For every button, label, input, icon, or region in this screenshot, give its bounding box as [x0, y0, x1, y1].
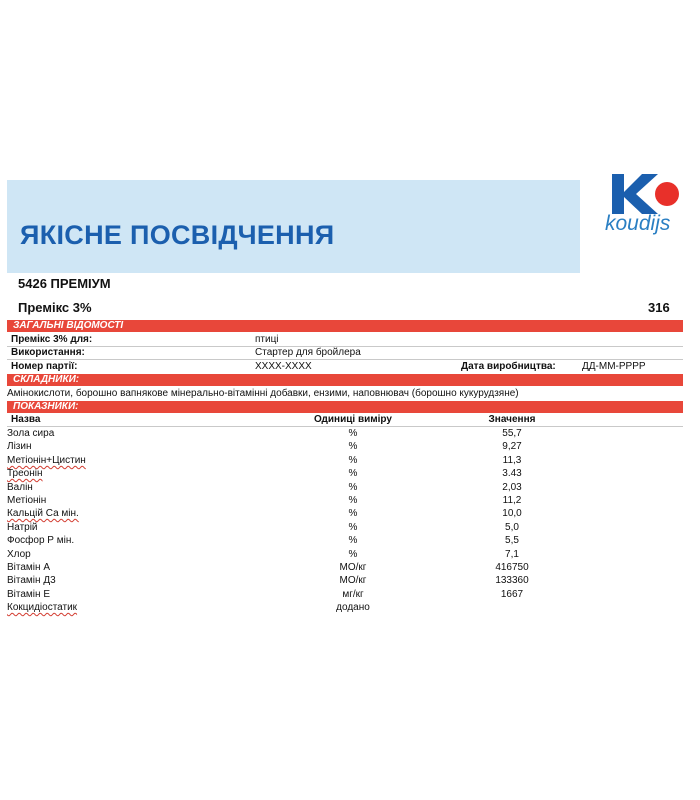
product-name: Премікс 3% [18, 300, 92, 315]
production-date-label: Дата виробництва: [461, 361, 556, 372]
indicator-value: 9,27 [502, 441, 522, 452]
indicator-unit: % [348, 535, 358, 546]
section-composition-heading: СКЛАДНИКИ: [7, 374, 683, 386]
product-code: 5426 ПРЕМІУМ [18, 276, 111, 291]
indicator-value: 5,0 [505, 522, 519, 533]
indicator-value: 11,2 [502, 495, 522, 506]
brand-name: koudijs [605, 212, 671, 235]
production-date-value: ДД-ММ-РРРР [582, 361, 646, 372]
indicator-unit: % [348, 522, 358, 533]
indicator-value: 10,0 [502, 508, 522, 519]
section-general-heading: ЗАГАЛЬНІ ВІДОМОСТІ [7, 320, 683, 332]
indicator-name: Натрій [7, 522, 38, 533]
indicator-name: Вітамін Е [7, 589, 50, 600]
purpose-label: Премікс 3% для: [11, 334, 93, 345]
indicator-unit: МО/кг [339, 562, 367, 573]
indicator-value: 2,03 [502, 482, 522, 493]
indicator-unit: % [348, 468, 358, 479]
section-indicators-heading: ПОКАЗНИКИ: [7, 401, 683, 413]
indicator-name: Зола сира [7, 428, 55, 439]
usage-value: Стартер для бройлера [255, 347, 361, 358]
batch-value: XXXX-XXXX [255, 361, 312, 372]
batch-label: Номер партії: [11, 361, 78, 372]
divider [7, 426, 683, 427]
product-number: 316 [648, 300, 670, 315]
indicator-unit: % [348, 441, 358, 452]
indicator-name: Фосфор Р мін. [7, 535, 75, 546]
indicator-name: Кокцидіостатик [7, 602, 78, 613]
column-header-name: Назва [11, 414, 41, 425]
indicator-unit: % [348, 549, 358, 560]
indicator-name: Метіонін [7, 495, 47, 506]
composition-text: Амінокислоти, борошно вапнякове мінерально-вітамінні добавки, ензими, наповнювач (борошно кукурудзяне) [7, 388, 519, 399]
indicator-value: 5,5 [505, 535, 519, 546]
indicator-name: Вітамін Д3 [7, 575, 56, 586]
indicator-value: 55,7 [502, 428, 522, 439]
indicator-name: Валін [7, 482, 33, 493]
column-header-value: Значення [488, 414, 536, 425]
indicator-unit: % [348, 495, 358, 506]
indicator-value: 7,1 [505, 549, 519, 560]
indicator-unit: % [348, 508, 358, 519]
column-header-unit: Одиниці виміру [314, 414, 392, 425]
title-band [7, 180, 580, 273]
divider [7, 359, 683, 360]
indicator-name: Вітамін А [7, 562, 50, 573]
indicator-unit: додано [336, 602, 370, 613]
indicator-value: 416750 [495, 562, 529, 573]
indicator-value: 133360 [495, 575, 529, 586]
indicator-unit: % [348, 455, 358, 466]
usage-label: Використання: [11, 347, 85, 358]
purpose-value: птиці [255, 334, 279, 345]
indicator-unit: МО/кг [339, 575, 367, 586]
indicator-name: Треонін [7, 468, 43, 479]
indicator-unit: % [348, 482, 358, 493]
indicator-value: 11,3 [502, 455, 522, 466]
indicator-name: Кальцій Са мін. [7, 508, 79, 519]
indicator-name: Лізин [7, 441, 32, 452]
indicator-unit: % [348, 428, 358, 439]
indicator-name: Метіонін+Цистин [7, 455, 86, 466]
indicator-name: Хлор [7, 549, 31, 560]
indicator-unit: мг/кг [342, 589, 364, 600]
indicator-value: 3.43 [502, 468, 522, 479]
indicator-value: 1667 [500, 589, 524, 600]
document-title: ЯКІСНЕ ПОСВІДЧЕННЯ [20, 220, 335, 250]
